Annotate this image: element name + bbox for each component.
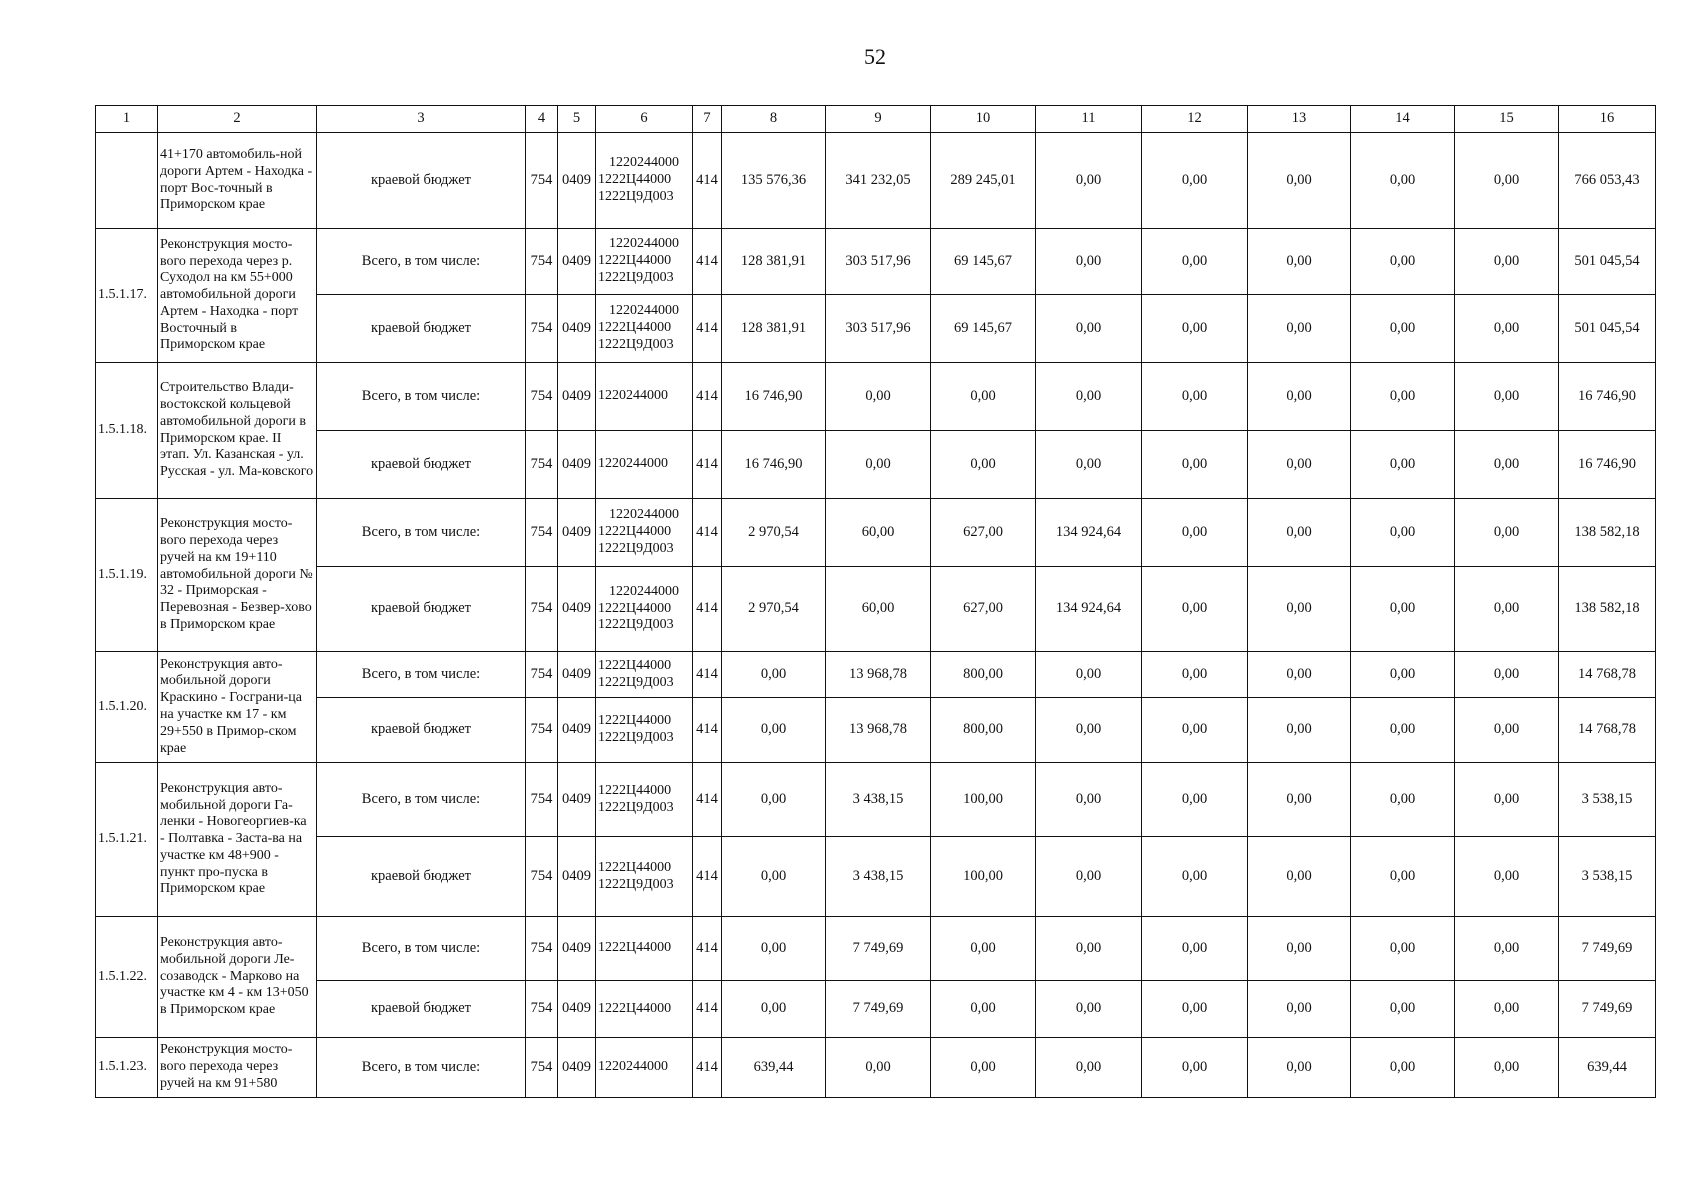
value-cell-col9: 341 232,05 [826,133,931,229]
code-cell [596,981,693,1038]
col4-cell: 754 [526,295,558,363]
value-cell-col13: 0,00 [1248,652,1351,698]
value-cell-col11: 0,00 [1036,837,1142,917]
value-cell-col8: 128 381,91 [722,295,826,363]
col5-cell: 0409 [558,363,596,431]
value-cell-col15: 0,00 [1455,763,1559,837]
value-cell-col12: 0,00 [1142,499,1248,567]
funding-source-cell: Всего, в том числе: [317,1038,526,1098]
item-number-cell: 1.5.1.20. [96,652,158,763]
value-cell-col8: 16 746,90 [722,363,826,431]
value-cell-col12: 0,00 [1142,917,1248,981]
funding-source-cell: краевой бюджет [317,981,526,1038]
col7-cell: 414 [693,295,722,363]
code-line: 1222Ц44000 [598,600,672,616]
value-cell-col9: 13 968,78 [826,698,931,763]
value-cell-col16: 14 768,78 [1559,652,1656,698]
value-cell-col11: 0,00 [1036,917,1142,981]
col5-cell: 0409 [558,295,596,363]
value-cell-col11: 0,00 [1036,431,1142,499]
code-line: 1220244000 [598,1059,668,1075]
value-cell-col13: 0,00 [1248,499,1351,567]
code-line: 1222Ц9Д003 [598,730,674,745]
code-line: 1222Ц9Д003 [598,799,674,815]
value-cell-col16: 7 749,69 [1559,917,1656,981]
col4-cell: 754 [526,917,558,981]
value-cell-col11: 0,00 [1036,363,1142,431]
value-cell-col10: 0,00 [931,917,1036,981]
value-cell-col13: 0,00 [1248,567,1351,652]
col5-cell: 0409 [558,698,596,763]
value-cell-col16: 501 045,54 [1559,295,1656,363]
code-line: 1220244000 [609,303,679,319]
col4-cell: 754 [526,1038,558,1098]
col5-cell: 0409 [558,917,596,981]
value-cell-col9: 7 749,69 [826,981,931,1038]
code-cell [596,499,693,567]
code-line: 1220244000 [609,155,679,171]
value-cell-col15: 0,00 [1455,698,1559,763]
value-cell-col15: 0,00 [1455,1038,1559,1098]
header-cell-9: 9 [826,106,931,133]
col5-cell: 0409 [558,229,596,295]
code-line: 1220244000 [609,583,679,599]
col5-cell: 0409 [558,981,596,1038]
value-cell-col13: 0,00 [1248,229,1351,295]
code-line: 1222Ц44000 [598,940,672,956]
header-cell-8: 8 [722,106,826,133]
value-cell-col13: 0,00 [1248,363,1351,431]
col4-cell: 754 [526,652,558,698]
value-cell-col14: 0,00 [1351,917,1455,981]
code-cell [596,652,693,698]
value-cell-col11: 0,00 [1036,133,1142,229]
value-cell-col12: 0,00 [1142,431,1248,499]
value-cell-col10: 627,00 [931,499,1036,567]
col5-cell: 0409 [558,431,596,499]
col5-cell: 0409 [558,133,596,229]
value-cell-col8: 639,44 [722,1038,826,1098]
value-cell-col16: 14 768,78 [1559,698,1656,763]
code-line: 1222Ц9Д003 [598,617,674,633]
header-cell-3: 3 [317,106,526,133]
code-line: 1222Ц9Д003 [598,269,674,285]
funding-source-cell: Всего, в том числе: [317,652,526,698]
budget-table [95,105,1656,1098]
value-cell-col12: 0,00 [1142,981,1248,1038]
col4-cell: 754 [526,229,558,295]
value-cell-col12: 0,00 [1142,652,1248,698]
value-cell-col9: 60,00 [826,499,931,567]
value-cell-col15: 0,00 [1455,981,1559,1038]
value-cell-col9: 3 438,15 [826,763,931,837]
code-cell [596,1038,693,1098]
value-cell-col11: 134 924,64 [1036,499,1142,567]
code-line: 1220244000 [598,388,668,404]
col7-cell: 414 [693,499,722,567]
code-line: 1222Ц44000 [598,657,672,673]
col4-cell: 754 [526,431,558,499]
table-row [96,567,1656,652]
item-name-cell: Реконструкция авто-мобильной дороги Га-ленки - Новогеоргиев-ка - Полтавка - Заста-ва на участке км 48+900 - пункт про-пуска в Приморском крае [158,763,317,917]
value-cell-col12: 0,00 [1142,837,1248,917]
value-cell-col16: 639,44 [1559,1038,1656,1098]
header-cell-6: 6 [596,106,693,133]
value-cell-col10: 627,00 [931,567,1036,652]
header-cell-1: 1 [96,106,158,133]
table-row [96,1038,1656,1098]
value-cell-col9: 3 438,15 [826,837,931,917]
value-cell-col11: 0,00 [1036,1038,1142,1098]
value-cell-col10: 69 145,67 [931,229,1036,295]
code-cell [596,837,693,917]
value-cell-col12: 0,00 [1142,229,1248,295]
value-cell-col8: 0,00 [722,837,826,917]
value-cell-col16: 766 053,43 [1559,133,1656,229]
value-cell-col12: 0,00 [1142,295,1248,363]
value-cell-col13: 0,00 [1248,133,1351,229]
value-cell-col10: 800,00 [931,652,1036,698]
col7-cell: 414 [693,698,722,763]
value-cell-col14: 0,00 [1351,295,1455,363]
code-line: 1222Ц44000 [598,859,672,875]
code-line: 1222Ц44000 [598,713,672,729]
code-cell [596,698,693,763]
table-row [96,133,1656,229]
value-cell-col10: 100,00 [931,837,1036,917]
col4-cell: 754 [526,763,558,837]
code-cell [596,567,693,652]
value-cell-col14: 0,00 [1351,1038,1455,1098]
table-row [96,363,1656,431]
value-cell-col13: 0,00 [1248,763,1351,837]
header-cell-16: 16 [1559,106,1656,133]
item-name-cell: Реконструкция авто-мобильной дороги Ле-созаводск - Марково на участке км 4 - км 13+050 в Приморском крае [158,917,317,1038]
value-cell-col8: 16 746,90 [722,431,826,499]
value-cell-col10: 289 245,01 [931,133,1036,229]
value-cell-col10: 0,00 [931,1038,1036,1098]
value-cell-col15: 0,00 [1455,363,1559,431]
value-cell-col16: 501 045,54 [1559,229,1656,295]
item-number-cell [96,133,158,229]
value-cell-col11: 0,00 [1036,295,1142,363]
code-line: 1220244000 [609,236,679,252]
code-cell [596,229,693,295]
value-cell-col14: 0,00 [1351,698,1455,763]
value-cell-col14: 0,00 [1351,837,1455,917]
code-line: 1222Ц44000 [598,1000,672,1016]
value-cell-col8: 135 576,36 [722,133,826,229]
col7-cell: 414 [693,652,722,698]
value-cell-col14: 0,00 [1351,363,1455,431]
code-line: 1222Ц44000 [598,320,672,336]
col5-cell: 0409 [558,1038,596,1098]
value-cell-col10: 0,00 [931,363,1036,431]
col7-cell: 414 [693,917,722,981]
funding-source-cell: Всего, в том числе: [317,917,526,981]
value-cell-col8: 0,00 [722,698,826,763]
code-cell [596,763,693,837]
value-cell-col13: 0,00 [1248,295,1351,363]
value-cell-col12: 0,00 [1142,133,1248,229]
col4-cell: 754 [526,981,558,1038]
code-line: 1222Ц9Д003 [598,674,674,690]
header-cell-10: 10 [931,106,1036,133]
value-cell-col14: 0,00 [1351,133,1455,229]
table-row [96,981,1656,1038]
value-cell-col15: 0,00 [1455,652,1559,698]
value-cell-col12: 0,00 [1142,567,1248,652]
funding-source-cell: краевой бюджет [317,837,526,917]
header-cell-15: 15 [1455,106,1559,133]
header-cell-14: 14 [1351,106,1455,133]
col7-cell: 414 [693,981,722,1038]
item-number-cell: 1.5.1.23. [96,1038,158,1098]
col4-cell: 754 [526,363,558,431]
col7-cell: 414 [693,363,722,431]
table-row [96,229,1656,295]
item-name-cell: Строительство Влади-востокской кольцевой автомобильной дороги в Приморском крае. II этап. Ул. Казанская - ул. Русская - ул. Ма-ковского [158,363,317,499]
table-row [96,837,1656,917]
col7-cell: 414 [693,763,722,837]
table-row [96,499,1656,567]
col5-cell: 0409 [558,499,596,567]
value-cell-col8: 0,00 [722,763,826,837]
table-row [96,295,1656,363]
funding-source-cell: краевой бюджет [317,567,526,652]
value-cell-col9: 303 517,96 [826,295,931,363]
value-cell-col15: 0,00 [1455,229,1559,295]
value-cell-col8: 2 970,54 [722,567,826,652]
code-line: 1222Ц44000 [598,524,672,540]
funding-source-cell: краевой бюджет [317,295,526,363]
table-row [96,763,1656,837]
col7-cell: 414 [693,1038,722,1098]
value-cell-col15: 0,00 [1455,295,1559,363]
value-cell-col14: 0,00 [1351,229,1455,295]
value-cell-col14: 0,00 [1351,431,1455,499]
funding-source-cell: краевой бюджет [317,698,526,763]
value-cell-col14: 0,00 [1351,567,1455,652]
value-cell-col13: 0,00 [1248,1038,1351,1098]
value-cell-col11: 134 924,64 [1036,567,1142,652]
value-cell-col8: 2 970,54 [722,499,826,567]
value-cell-col16: 3 538,15 [1559,763,1656,837]
value-cell-col11: 0,00 [1036,652,1142,698]
value-cell-col9: 303 517,96 [826,229,931,295]
code-line: 1222Ц44000 [598,253,672,269]
value-cell-col12: 0,00 [1142,698,1248,763]
item-number-cell: 1.5.1.18. [96,363,158,499]
table-row [96,652,1656,698]
value-cell-col9: 0,00 [826,363,931,431]
value-cell-col16: 16 746,90 [1559,431,1656,499]
item-name-cell: Реконструкция авто-мобильной дороги Краскино - Госграни-ца на участке км 17 - км 29+550 в Примор-ском крае [158,652,317,763]
item-name-cell: Реконструкция мосто-вого перехода через ручей на км 91+580 [158,1038,317,1098]
header-row [96,106,1656,133]
value-cell-col11: 0,00 [1036,698,1142,763]
value-cell-col9: 60,00 [826,567,931,652]
code-cell [596,431,693,499]
value-cell-col13: 0,00 [1248,431,1351,499]
value-cell-col13: 0,00 [1248,698,1351,763]
code-line: 1222Ц44000 [598,172,672,188]
value-cell-col11: 0,00 [1036,763,1142,837]
col4-cell: 754 [526,567,558,652]
col4-cell: 754 [526,837,558,917]
code-cell [596,363,693,431]
code-cell [596,295,693,363]
value-cell-col8: 0,00 [722,981,826,1038]
value-cell-col11: 0,00 [1036,229,1142,295]
col4-cell: 754 [526,698,558,763]
table-row [96,917,1656,981]
col5-cell: 0409 [558,652,596,698]
value-cell-col13: 0,00 [1248,917,1351,981]
code-line: 1222Ц44000 [598,782,672,798]
col4-cell: 754 [526,133,558,229]
code-line: 1222Ц9Д003 [598,540,674,556]
item-number-cell: 1.5.1.17. [96,229,158,363]
value-cell-col16: 138 582,18 [1559,567,1656,652]
value-cell-col9: 7 749,69 [826,917,931,981]
item-name-cell: Реконструкция мосто-вого перехода через ручей на км 19+110 автомобильной дороги № 32 - Приморская - Перевозная - Безвер-хово в Приморском крае [158,499,317,652]
table-row [96,431,1656,499]
value-cell-col10: 0,00 [931,431,1036,499]
value-cell-col14: 0,00 [1351,652,1455,698]
value-cell-col16: 138 582,18 [1559,499,1656,567]
value-cell-col15: 0,00 [1455,499,1559,567]
table-body [96,133,1656,1098]
value-cell-col10: 0,00 [931,981,1036,1038]
value-cell-col12: 0,00 [1142,1038,1248,1098]
col5-cell: 0409 [558,567,596,652]
funding-source-cell: Всего, в том числе: [317,363,526,431]
funding-source-cell: Всего, в том числе: [317,763,526,837]
value-cell-col12: 0,00 [1142,363,1248,431]
value-cell-col9: 13 968,78 [826,652,931,698]
col5-cell: 0409 [558,763,596,837]
value-cell-col10: 69 145,67 [931,295,1036,363]
col7-cell: 414 [693,229,722,295]
table-row [96,698,1656,763]
funding-source-cell: Всего, в том числе: [317,229,526,295]
value-cell-col9: 0,00 [826,431,931,499]
code-line: 1222Ц9Д003 [598,188,674,204]
code-cell [596,133,693,229]
value-cell-col8: 0,00 [722,917,826,981]
col5-cell: 0409 [558,837,596,917]
col7-cell: 414 [693,837,722,917]
header-cell-7: 7 [693,106,722,133]
page-number: 52 [864,44,886,69]
col4-cell: 754 [526,499,558,567]
value-cell-col16: 3 538,15 [1559,837,1656,917]
value-cell-col15: 0,00 [1455,431,1559,499]
code-line: 1222Ц9Д003 [598,336,674,352]
funding-source-cell: Всего, в том числе: [317,499,526,567]
item-number-cell: 1.5.1.19. [96,499,158,652]
item-number-cell: 1.5.1.21. [96,763,158,917]
item-name-cell: 41+170 автомобиль-ной дороги Артем - Находка - порт Вос-точный в Приморском крае [158,133,317,229]
value-cell-col11: 0,00 [1036,981,1142,1038]
header-cell-11: 11 [1036,106,1142,133]
item-number-cell: 1.5.1.22. [96,917,158,1038]
value-cell-col15: 0,00 [1455,133,1559,229]
header-cell-4: 4 [526,106,558,133]
header-cell-5: 5 [558,106,596,133]
value-cell-col16: 16 746,90 [1559,363,1656,431]
value-cell-col8: 128 381,91 [722,229,826,295]
funding-source-cell: краевой бюджет [317,431,526,499]
code-line: 1220244000 [609,507,679,523]
value-cell-col9: 0,00 [826,1038,931,1098]
value-cell-col10: 100,00 [931,763,1036,837]
code-line: 1220244000 [598,456,668,472]
code-line: 1222Ц9Д003 [598,876,674,892]
header-cell-13: 13 [1248,106,1351,133]
value-cell-col15: 0,00 [1455,567,1559,652]
col7-cell: 414 [693,431,722,499]
header-cell-12: 12 [1142,106,1248,133]
item-name-cell: Реконструкция мосто-вого перехода через р. Суходол на км 55+000 автомобильной дороги Артем - Находка - порт Восточный в Приморском крае [158,229,317,363]
funding-source-cell: краевой бюджет [317,133,526,229]
value-cell-col12: 0,00 [1142,763,1248,837]
value-cell-col15: 0,00 [1455,837,1559,917]
value-cell-col15: 0,00 [1455,917,1559,981]
code-cell [596,917,693,981]
header-cell-2: 2 [158,106,317,133]
col7-cell: 414 [693,133,722,229]
col7-cell: 414 [693,567,722,652]
value-cell-col14: 0,00 [1351,981,1455,1038]
value-cell-col8: 0,00 [722,652,826,698]
value-cell-col10: 800,00 [931,698,1036,763]
value-cell-col16: 7 749,69 [1559,981,1656,1038]
value-cell-col14: 0,00 [1351,763,1455,837]
value-cell-col14: 0,00 [1351,499,1455,567]
value-cell-col13: 0,00 [1248,981,1351,1038]
value-cell-col13: 0,00 [1248,837,1351,917]
